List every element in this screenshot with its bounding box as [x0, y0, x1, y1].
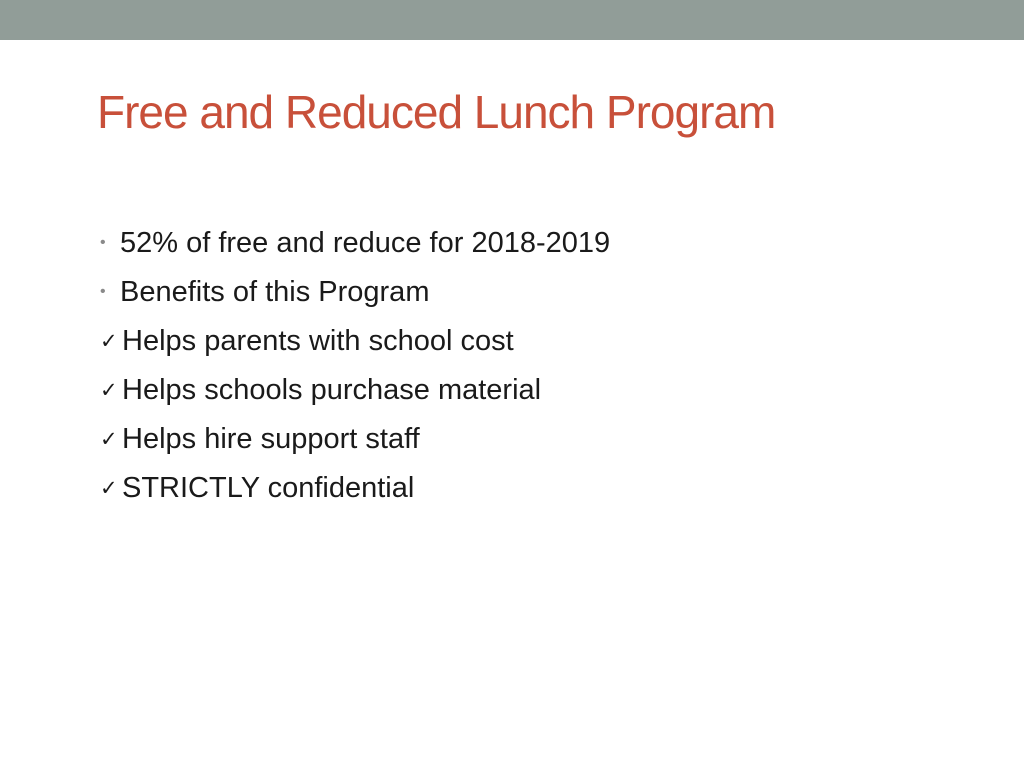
bullet-dot-icon: • — [100, 233, 106, 251]
checkmark-icon: ✓ — [100, 475, 118, 500]
list-item — [100, 316, 960, 365]
bullet-dot-icon: • — [100, 282, 106, 300]
list-item — [100, 463, 960, 512]
slide-title: Free and Reduced Lunch Program — [97, 86, 776, 138]
top-accent-bar — [0, 0, 1024, 40]
checkmark-icon: ✓ — [100, 426, 118, 451]
list-item — [100, 218, 960, 267]
list-item-text: 52% of free and reduce for 2018-2019 — [120, 226, 611, 259]
checkmark-icon: ✓ — [100, 377, 118, 402]
list-item — [100, 414, 960, 463]
checkmark-icon: ✓ — [100, 328, 118, 353]
list-item — [100, 365, 960, 414]
list-item-text: Helps schools purchase material — [122, 373, 542, 406]
list-item — [100, 267, 960, 316]
list-item-text: Helps hire support staff — [122, 422, 420, 455]
list-item-text: Helps parents with school cost — [122, 324, 514, 357]
list-item-text: STRICTLY confidential — [122, 471, 415, 504]
bullet-list — [100, 218, 960, 512]
list-item-text: Benefits of this Program — [120, 275, 430, 308]
